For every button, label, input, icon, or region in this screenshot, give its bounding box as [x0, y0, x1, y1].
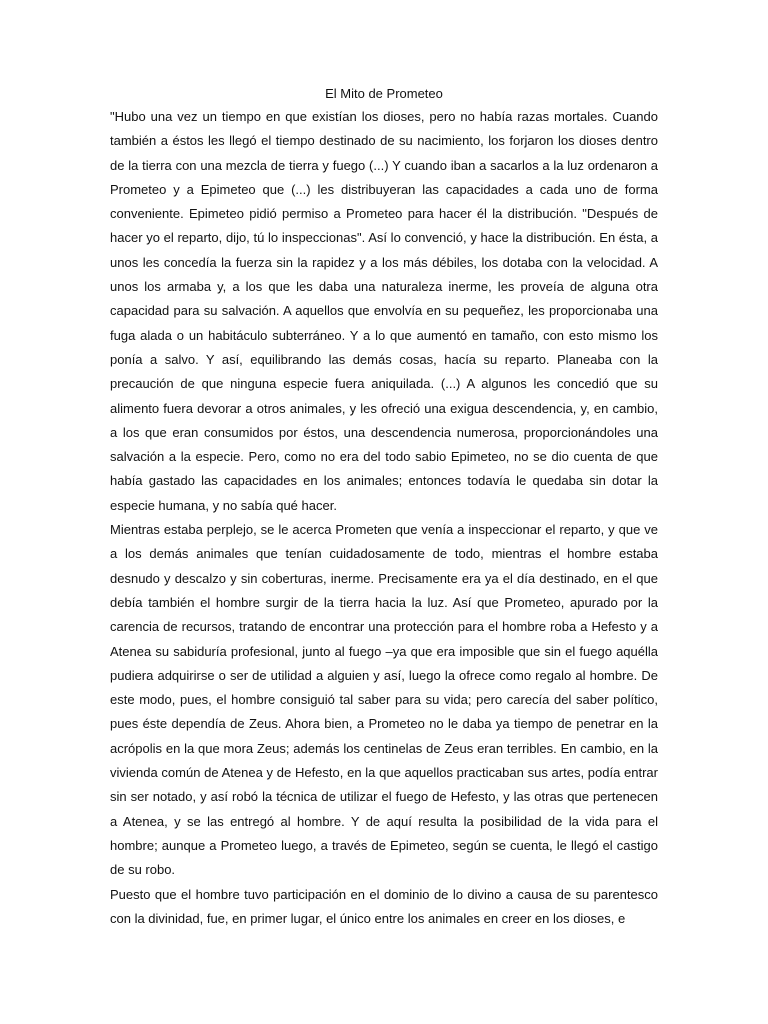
paragraph-3: Puesto que el hombre tuvo participación en el dominio de lo divino a causa de su parentesco con la divinidad, fue, en primer lugar, el único entre los animales en creer en los dioses, e	[110, 886, 658, 926]
document-body	[110, 83, 658, 931]
paragraph-2: Mientras estaba perplejo, se le acerca Prometen que venía a inspeccionar el reparto, y que ve a los demás animales que tenían cuidadosamente de todo, mientras el hombre estaba desnudo y descalzo y sin coberturas, inerme. Precisamente era ya el día destinado, en el que debía también el hombre surgir de la tierra hacia la luz. Así que Prometeo, apurado por la carencia de recursos, tratando de encontrar una protección para el hombre roba a Hefesto y a Atenea su sabiduría profesional, junto al fuego –ya que era imposible que sin el fuego aquélla pudiera adquirirse o ser de utilidad a alguien y así, luego la ofrece como regalo al hombre. De este modo, pues, el hombre consiguió tal saber para su vida; pero carecía del saber político, pues éste dependía de Zeus. Ahora bien, a Prometeo no le daba ya tiempo de penetrar en la acrópolis en la que mora Zeus; además los centinelas de Zeus eran terribles. En cambio, en la vivienda común de Atenea y de Hefesto, en la que aquellos practicaban sus artes, podía entrar sin ser notado, y así robó la técnica de utilizar el fuego de Hefesto, y las otras que pertenecen a Atenea, y se las entregó al hombre. Y de aquí resulta la posibilidad de la vida para el hombre; aunque a Prometeo luego, a través de Epimeteo, según se cuenta, le llegó el castigo de su robo.	[110, 522, 658, 878]
paragraph-1: "Hubo una vez un tiempo en que existían los dioses, pero no había razas mortales. Cuando también a éstos les llegó el tiempo destinado de su nacimiento, los forjaron los dioses dentro de la tierra con una mezcla de tierra y fuego (...) Y cuando iban a sacarlos a la luz ordenaron a Prometeo y a Epimeteo que (...) les distribuyeran las capacidades a cada uno de forma conveniente. Epimeteo pidió permiso a Prometeo para hacer él la distribución. "Después de hacer yo el reparto, dijo, tú lo inspeccionas". Así lo convenció, y hace la distribución. En ésta, a unos les concedía la fuerza sin la rapidez y a los más débiles, los dotaba con la velocidad. A unos los armaba y, a los que les daba una naturaleza inerme, les proveía de alguna otra capacidad para su salvación. A aquellos que envolvía en su pequeñez, les proporcionaba una fuga alada o un habitáculo subterráneo. Y a lo que aumentó en tamaño, con esto mismo los ponía a salvo. Y así, equilibrando las demás cosas, hacía su reparto. Planeaba con la precaución de que ninguna especie fuera aniquilada. (...) A algunos les concedió que su alimento fuera devorar a otros animales, y les ofreció una exigua descendencia, y, en cambio, a los que eran consumidos por éstos, una descendencia numerosa, proporcionándoles una salvación a la especie. Pero, como no era del todo sabio Epimeteo, no se dio cuenta de que había gastado las capacidades en los animales; entonces todavía le quedaba sin dotar la especie humana, y no sabía qué hacer.	[110, 109, 658, 513]
document-title: El Mito de Prometeo	[325, 86, 443, 101]
